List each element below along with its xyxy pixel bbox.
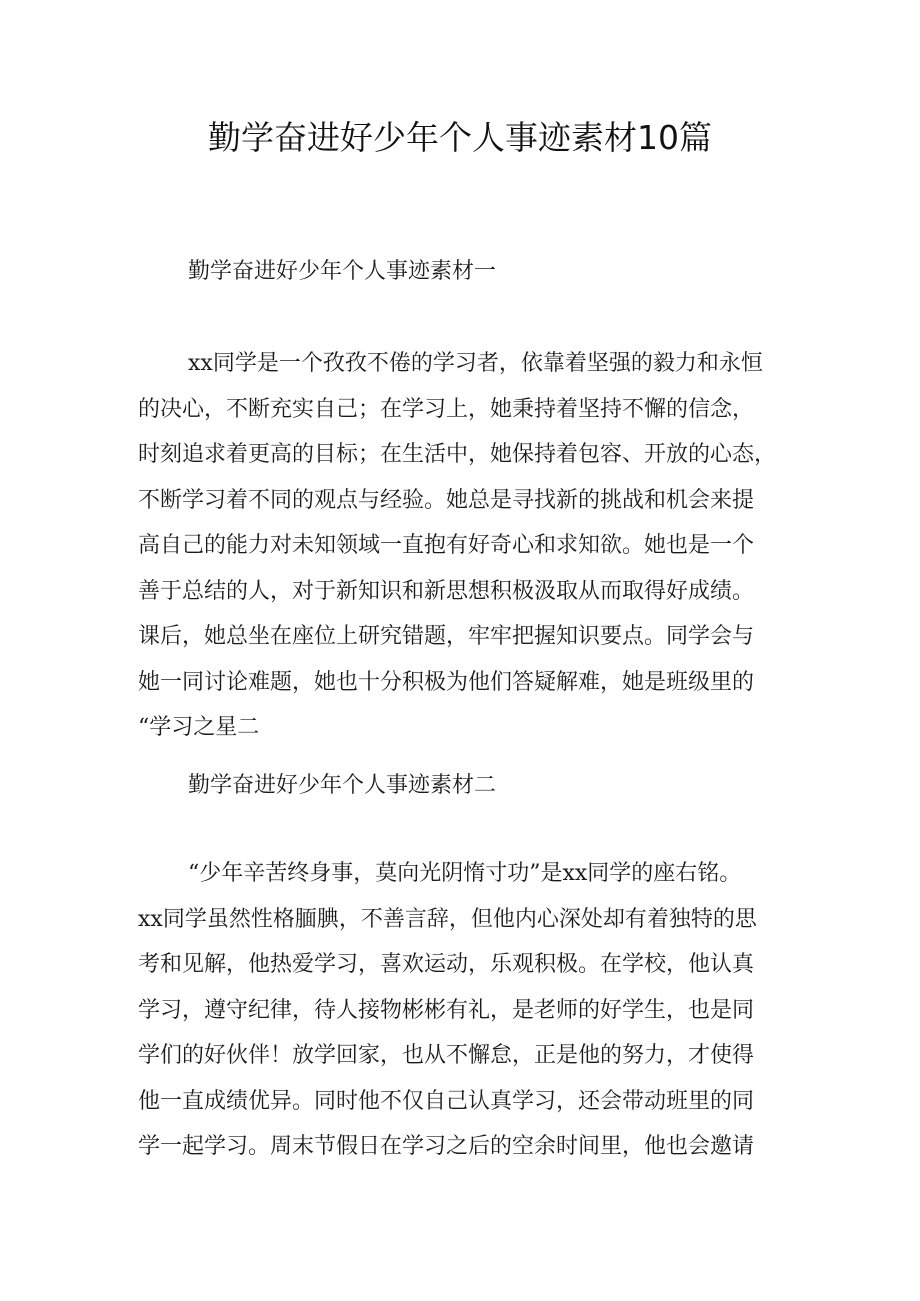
paragraph-line: 课后，她总坐在座位上研究错题，牢牢把握知识要点。同学会与 [138,624,755,649]
section-1-paragraph [138,341,798,751]
paragraph-line: 考和见解，他热爱学习，喜欢运动，乐观积极。在学校，他认真 [138,952,755,977]
paragraph-line: “少年辛苦终身事，莫向光阴惰寸功”是xx同学的座右铭。 [188,861,742,886]
paragraph-line: 的决心，不断充实自己；在学习上，她秉持着坚持不懈的信念， [138,396,755,422]
paragraph-line: 高自己的能力对未知领域一直抱有好奇心和求知欲。她也是一个 [138,533,755,558]
paragraph-line: xx同学是一个孜孜不倦的学习者，依靠着坚强的毅力和永恒 [188,351,763,376]
paragraph-line: 她一同讨论难题，她也十分积极为他们答疑解难，她是班级里的 [138,669,755,695]
paragraph-line: 学习，遵守纪律，待人接物彬彬有礼，是老师的好学生，也是同 [138,997,755,1023]
paragraph-line: 学们的好伙伴！放学回家，也从不懈怠，正是他的努力，才使得 [138,1043,755,1068]
section-heading-1: 勤学奋进好少年个人事迹素材一 [188,259,497,284]
paragraph-line: 学一起学习。周末节假日在学习之后的空余时间里，他也会邀请 [138,1134,755,1159]
paragraph-line: 善于总结的人，对于新知识和新思想积极汲取从而取得好成绩。 [138,578,755,604]
document-title: 勤学奋进好少年个人事迹素材10篇 [208,118,712,157]
paragraph-line: “学习之星二 [138,715,260,740]
section-heading-2: 勤学奋进好少年个人事迹素材二 [188,773,497,798]
section-2-paragraph [138,851,798,1170]
paragraph-line: 时刻追求着更高的目标；在生活中，她保持着包容、开放的心态， [138,442,777,467]
paragraph-line: 他一直成绩优异。同时他不仅自己认真学习，还会带动班里的同 [138,1088,755,1114]
paragraph-line: 不断学习着不同的观点与经验。她总是寻找新的挑战和机会来提 [138,487,755,513]
paragraph-line: xx同学虽然性格腼腆，不善言辞，但他内心深处却有着独特的思 [138,906,757,932]
